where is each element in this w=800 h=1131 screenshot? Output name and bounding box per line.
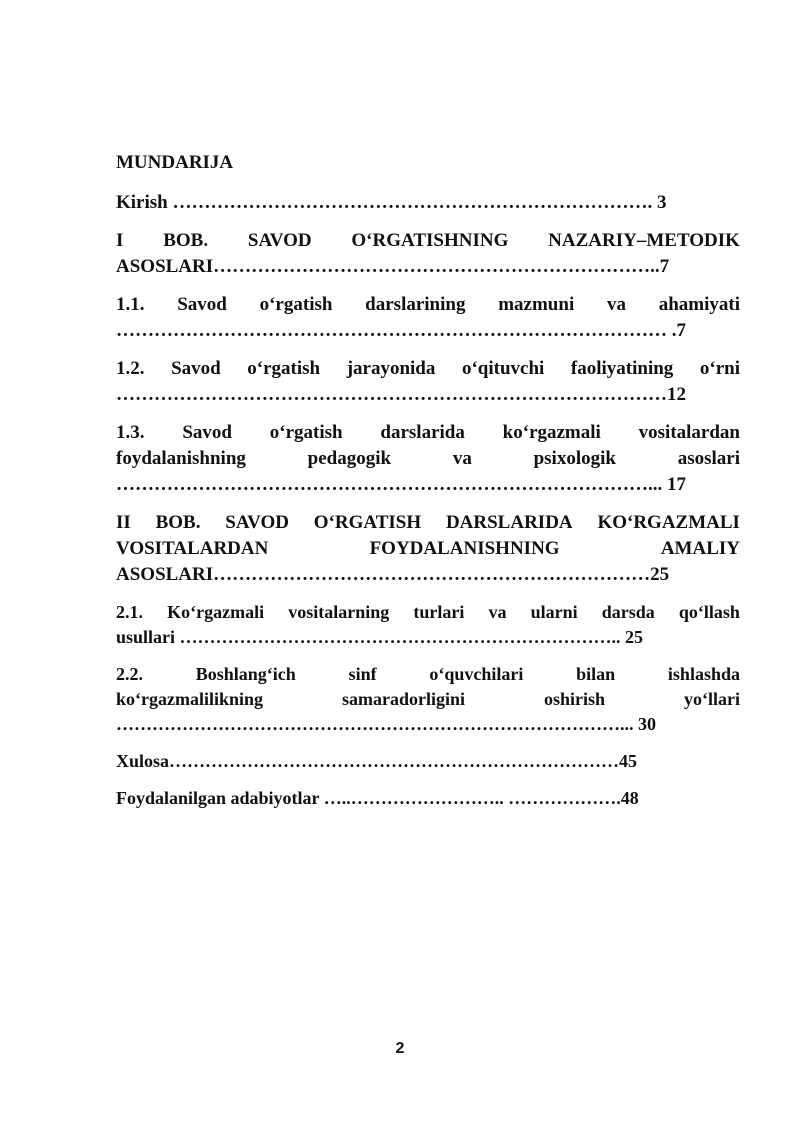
toc-line: …………………………………………………………………………... 17 — [116, 474, 686, 495]
toc-entry-section-2-2 — [116, 662, 740, 737]
toc-word: qo‘llash — [678, 602, 740, 622]
toc-word: Ko‘rgazmali — [167, 602, 265, 622]
toc-entry-chapter-1 — [116, 228, 740, 280]
toc-word: BOB. — [155, 512, 201, 533]
toc-word: va — [606, 294, 626, 315]
toc-line: Xulosa…………………………………………………………………45 — [116, 751, 638, 771]
toc-entry-section-1-3 — [116, 420, 740, 498]
toc-word: samaradorligini — [341, 689, 465, 709]
toc-word: NAZARIY–METODIK — [548, 230, 740, 251]
toc-word: o‘rgatish — [259, 294, 333, 315]
toc-word: 2.2. — [116, 664, 143, 684]
toc-word: O‘RGATISH — [313, 512, 422, 533]
toc-word: psixologik — [533, 448, 616, 469]
toc-line-justified — [116, 536, 740, 562]
toc-entry-section-2-1 — [116, 600, 740, 650]
toc-word: asoslari — [677, 448, 740, 469]
toc-line-justified — [116, 420, 740, 446]
toc-word: pedagogik — [307, 448, 392, 469]
toc-entry-conclusion — [116, 749, 740, 774]
toc-word: SAVOD — [247, 230, 312, 251]
toc-word: Savod — [177, 294, 227, 315]
toc-line-justified — [116, 292, 740, 318]
toc-word: 1.1. — [116, 294, 145, 315]
toc-word: O‘RGATISHNING — [351, 230, 509, 251]
toc-word: SAVOD — [225, 512, 289, 533]
toc-word: vositalarning — [288, 602, 390, 622]
toc-word: ko‘rgazmalilikning — [116, 689, 264, 709]
toc-word: o‘quvchilari — [429, 664, 524, 684]
toc-line-justified — [116, 356, 740, 382]
toc-line: ……………………………………………………………………………12 — [116, 384, 686, 405]
toc-word: I — [116, 230, 124, 251]
toc-word: faoliyatining — [570, 358, 674, 379]
toc-line-justified — [116, 446, 740, 472]
toc-heading: MUNDARIJA — [116, 152, 234, 173]
toc-entry-references — [116, 786, 740, 811]
toc-entry-chapter-2 — [116, 510, 740, 588]
toc-entry-section-1-1 — [116, 292, 740, 344]
toc-line: Foydalanilgan adabiyotlar …..…………………….. ……………….48 — [116, 788, 639, 808]
toc-entry-introduction — [116, 190, 740, 216]
toc-word: sinf — [348, 664, 377, 684]
toc-word: o‘rgatish — [269, 422, 343, 443]
toc-line: …………………………………………………………………………... 30 — [116, 714, 656, 734]
toc-word: o‘rgatish — [247, 358, 321, 379]
toc-word: VOSITALARDAN — [116, 538, 269, 559]
toc-word: Savod — [182, 422, 232, 443]
toc-word: darslarida — [380, 422, 465, 443]
toc-word: AMALIY — [660, 538, 740, 559]
toc-entry-section-1-2 — [116, 356, 740, 408]
toc-word: ahamiyati — [658, 294, 740, 315]
toc-word: va — [452, 448, 472, 469]
toc-line-justified — [116, 662, 740, 687]
toc-word: darsda — [601, 602, 655, 622]
toc-line: ASOSLARI……………………………………………………………25 — [116, 564, 670, 585]
page-number: 2 — [395, 1040, 405, 1057]
toc-word: oshirish — [543, 689, 605, 709]
toc-line-justified — [116, 228, 740, 254]
table-of-contents — [116, 150, 740, 823]
toc-word: foydalanishning — [116, 448, 246, 469]
toc-word: darslarining — [365, 294, 466, 315]
toc-line: usullari ……………………………………………………………….. 25 — [116, 627, 644, 647]
toc-line-justified — [116, 600, 740, 625]
toc-word: yo‘llari — [683, 689, 740, 709]
toc-word: 1.3. — [116, 422, 145, 443]
toc-word: va — [488, 602, 507, 622]
toc-word: Boshlang‘ich — [195, 664, 296, 684]
toc-line-justified — [116, 510, 740, 536]
toc-line: …………………………………………………………………………… .7 — [116, 320, 686, 341]
toc-word: BOB. — [163, 230, 209, 251]
toc-word: bilan — [576, 664, 616, 684]
toc-word: o‘rni — [699, 358, 740, 379]
toc-word: vositalardan — [638, 422, 740, 443]
toc-word: FOYDALANISHNING — [369, 538, 560, 559]
toc-word: ko‘rgazmali — [502, 422, 601, 443]
toc-line: Kirish …………………………………………………………………. 3 — [116, 192, 667, 213]
toc-word: ularni — [530, 602, 578, 622]
toc-word: 2.1. — [116, 602, 143, 622]
toc-word: ishlashda — [667, 664, 740, 684]
toc-word: jarayonida — [346, 358, 436, 379]
toc-word: Savod — [171, 358, 221, 379]
toc-word: II — [116, 512, 131, 533]
toc-line: ASOSLARI……………………………………………………………..7 — [116, 256, 670, 277]
toc-word: o‘qituvchi — [461, 358, 545, 379]
toc-word: mazmuni — [498, 294, 575, 315]
toc-line-justified — [116, 687, 740, 712]
toc-word: turlari — [413, 602, 465, 622]
toc-word: DARSLARIDA — [445, 512, 573, 533]
toc-word: 1.2. — [116, 358, 145, 379]
toc-word: KO‘RGAZMALI — [597, 512, 740, 533]
